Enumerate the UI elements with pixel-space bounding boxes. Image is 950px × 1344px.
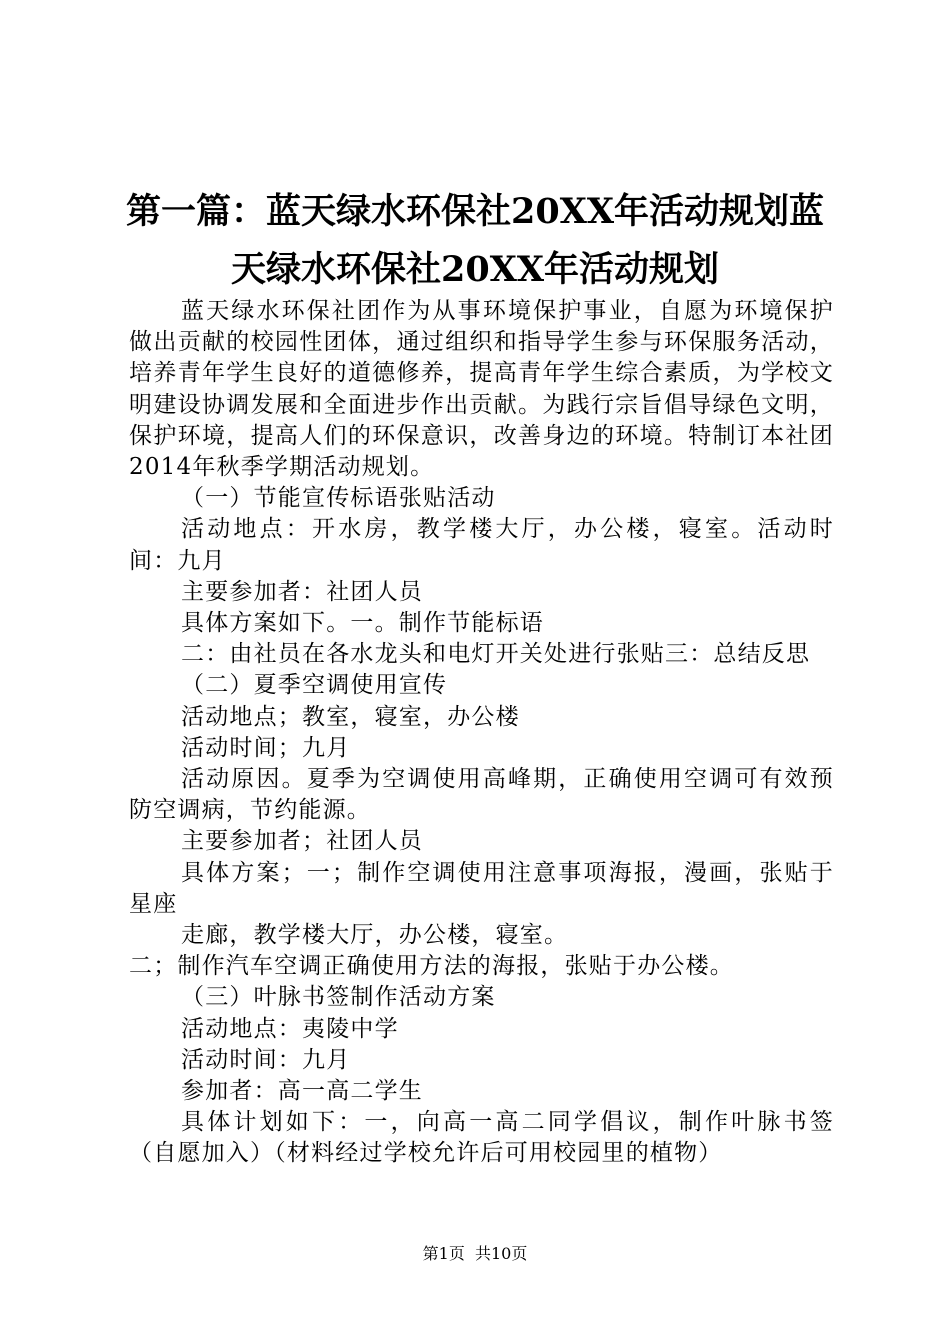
paragraph-plan-3: 具体计划如下：一，向高一高二同学倡议，制作叶脉书签（自愿加入）（材料经过学校允许后可用校园里的植物） [129,1109,834,1167]
paragraph-intro: 蓝天绿水环保社团作为从事环境保护事业，自愿为环境保护做出贡献的校园性团体，通过组织和指导学生参与环保服务活动，培养青年学生良好的道德修养，提高青年学生综合素质，为学校文明建设协调发展和全面进步作出贡献。为践行宗旨倡导绿色文明，保护环境，提高人们的环保意识，改善身边的环境。特制订本社团2014年秋季学期活动规划。 [129,298,834,481]
document-title-line-2: 天绿水环保社20XX年活动规划 [230,249,720,290]
paragraph-participants-3: 参加者：高一高二学生 [181,1078,423,1105]
paragraph-plan-2-step-2: 二；制作汽车空调正确使用方法的海报，张贴于办公楼。 [129,953,734,980]
paragraph-plan-1: 具体方案如下。一。制作节能标语 [181,610,544,637]
paragraph-reason-2: 活动原因。夏季为空调使用高峰期，正确使用空调可有效预防空调病，节约能源。 [129,766,834,824]
paragraph-plan-2: 具体方案；一；制作空调使用注意事项海报，漫画，张贴于星座 [129,859,834,917]
paragraph-location-2: 活动地点；教室，寝室，办公楼 [181,703,520,730]
section-heading-3: （三）叶脉书签制作活动方案 [181,984,496,1011]
paragraph-plan-2-cont: 走廊，教学楼大厅，办公楼，寝室。 [181,922,569,949]
paragraph-time-2: 活动时间；九月 [181,734,351,761]
section-heading-2: （二）夏季空调使用宣传 [181,672,448,699]
paragraph-participants-2: 主要参加者；社团人员 [181,828,423,855]
section-heading-1: （一）节能宣传标语张贴活动 [181,485,496,512]
paragraph-location-3: 活动地点：夷陵中学 [181,1015,399,1042]
page-footer: 第1页 共10页 [422,1244,528,1263]
document-body [129,296,834,1170]
paragraph-plan-1-steps: 二：由社员在各水龙头和电灯开关处进行张贴三：总结反思 [181,641,811,668]
document-title-line-1: 第一篇：蓝天绿水环保社20XX年活动规划蓝 [125,191,825,232]
paragraph-participants-1: 主要参加者：社团人员 [181,578,423,605]
paragraph-time-3: 活动时间：九月 [181,1046,351,1073]
paragraph-location-time-1: 活动地点：开水房，教学楼大厅，办公楼，寝室。活动时间：九月 [129,516,834,574]
